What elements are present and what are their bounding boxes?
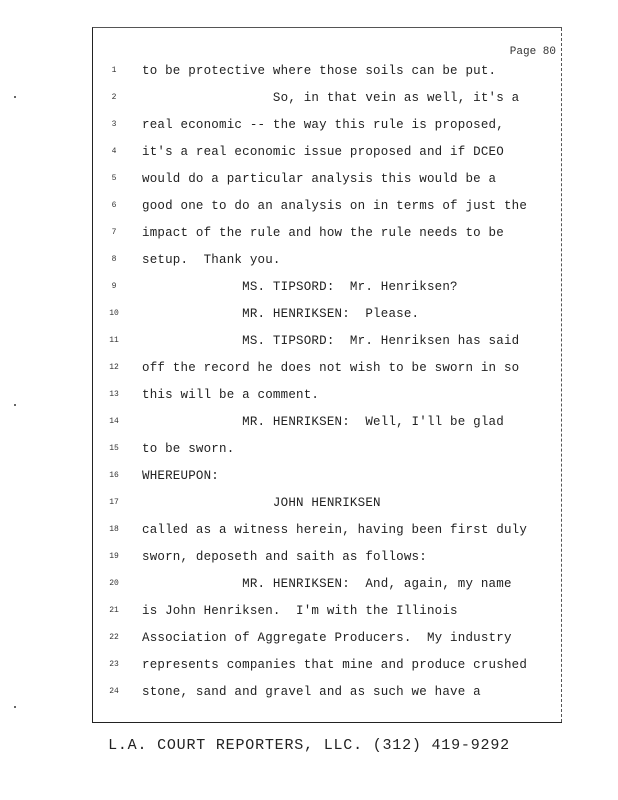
transcript-line: off the record he does not wish to be sworn in so [142, 361, 520, 375]
line-number: 1 [111, 66, 117, 75]
line-number: 21 [109, 606, 119, 615]
line-number: 15 [109, 444, 119, 453]
transcript-line: setup. Thank you. [142, 253, 281, 267]
transcript-line: MS. TIPSORD: Mr. Henriksen has said [142, 334, 520, 348]
transcript-line: MR. HENRIKSEN: And, again, my name [142, 577, 512, 591]
scan-speck [14, 96, 16, 98]
line-number: 6 [111, 201, 117, 210]
page-number: Page 80 [509, 46, 556, 58]
transcript-line: sworn, deposeth and saith as follows: [142, 550, 427, 564]
transcript-line: represents companies that mine and produce crushed [142, 658, 528, 672]
transcript-line: it's a real economic issue proposed and if DCEO [142, 145, 504, 159]
line-number: 3 [111, 120, 117, 129]
transcript-line: Association of Aggregate Producers. My industry [142, 631, 512, 645]
line-number: 8 [111, 255, 117, 264]
transcript-line: WHEREUPON: [142, 469, 220, 483]
line-number: 20 [109, 579, 119, 588]
line-number: 12 [109, 363, 119, 372]
line-number: 13 [109, 390, 119, 399]
line-number: 16 [109, 471, 119, 480]
line-number: 11 [109, 336, 119, 345]
line-number: 5 [111, 174, 117, 183]
line-number: 22 [109, 633, 119, 642]
line-number: 10 [109, 309, 119, 318]
line-number: 19 [109, 552, 119, 561]
transcript-line: would do a particular analysis this would be a [142, 172, 497, 186]
transcript-line: good one to do an analysis on in terms of just the [142, 199, 528, 213]
transcript-line: So, in that vein as well, it's a [142, 91, 520, 105]
line-number: 24 [109, 687, 119, 696]
line-number: 18 [109, 525, 119, 534]
line-number: 4 [111, 147, 117, 156]
transcript-line: to be sworn. [142, 442, 235, 456]
footer-reporter-info: L.A. COURT REPORTERS, LLC. (312) 419-9292 [108, 737, 510, 754]
line-number: 17 [109, 498, 119, 507]
line-number: 23 [109, 660, 119, 669]
transcript-line: this will be a comment. [142, 388, 320, 402]
transcript-line: impact of the rule and how the rule needs to be [142, 226, 504, 240]
transcript-line: MS. TIPSORD: Mr. Henriksen? [142, 280, 458, 294]
transcript-line: MR. HENRIKSEN: Well, I'll be glad [142, 415, 504, 429]
line-number: 2 [111, 93, 117, 102]
transcript-line: called as a witness herein, having been first duly [142, 523, 528, 537]
transcript-line: real economic -- the way this rule is proposed, [142, 118, 504, 132]
line-number: 14 [109, 417, 119, 426]
line-number: 9 [111, 282, 117, 291]
transcript-line: is John Henriksen. I'm with the Illinois [142, 604, 458, 618]
transcript-line: MR. HENRIKSEN: Please. [142, 307, 420, 321]
scan-speck [14, 706, 16, 708]
transcript-line: JOHN HENRIKSEN [142, 496, 381, 510]
transcript-line: stone, sand and gravel and as such we have a [142, 685, 481, 699]
scan-speck [14, 404, 16, 406]
line-number: 7 [111, 228, 117, 237]
transcript-line: to be protective where those soils can be put. [142, 64, 497, 78]
